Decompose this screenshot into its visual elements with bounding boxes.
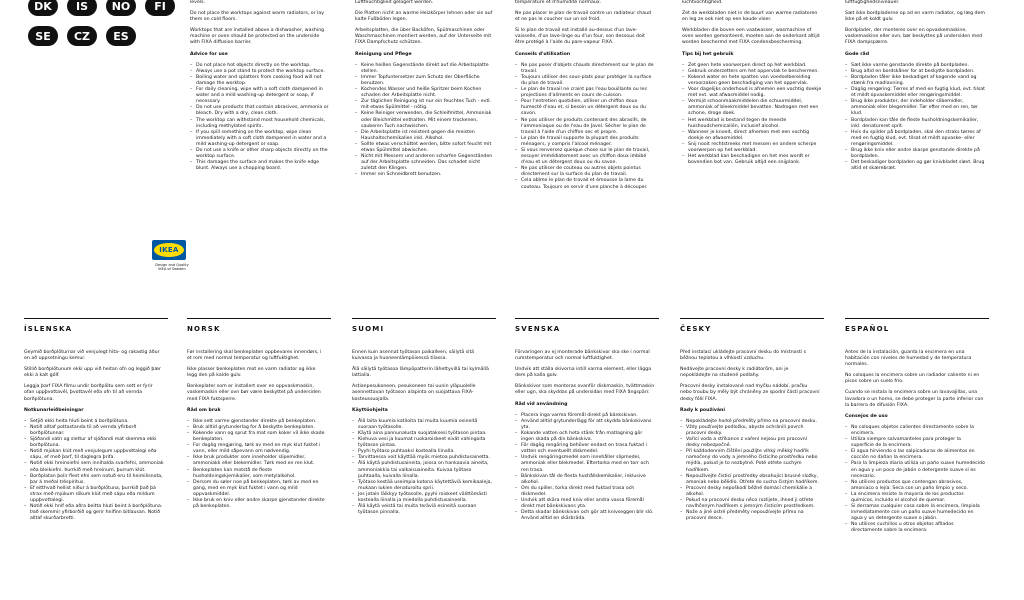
column-islenska [24, 350, 164, 527]
list-item: – Voor dagelijks onderhoud is afnemen een vochtig doekje met evt. wat afwasmiddel nodig. [688, 87, 822, 99]
list-item: – Sæt ikke varme genstande direkte på bordpladen. [851, 63, 985, 69]
paragraph: Benkeplater som er installert over en oppvaskmaskin, vaskemaskin eller ovn bør være beskyttet på undersiden med FIXA fuktsperre. [187, 384, 321, 402]
advice-list [680, 419, 820, 523]
list-item: – Nepokládejte horké předměty přímo na pracovní desku. [686, 419, 820, 425]
section-heading: Tips bij het gebruik [682, 51, 734, 57]
paragraph: Älä säilytä työtasoa lämpöpatterin lähettyvillä tai kylmällä lattialla. [352, 367, 489, 379]
section-title-svenska: SVENSKA [515, 325, 561, 333]
section-rule [845, 318, 989, 319]
paragraph: Si le plan de travail est installé au-dessus d'un lave-vaisselle, d'un lave-linge ou d'un four, son dessous doit être protégé à l'aide du pare-vapeur FIXA. [515, 28, 646, 46]
list-item: – Pour l'entretien quotidien, utiliser un chiffon doux humecté d'eau et, si besoin un détergent doux ou du savon. [521, 99, 655, 117]
list-item: – Do not place hot objects directly on the worktop. [196, 63, 330, 69]
list-item: – Sjóðandi vatn og slettur af sjóðandi mat skemma ekki borðplötuna. [30, 437, 164, 449]
paragraph: Sæt ikke bordpladerne op ad en varm radiator, og læg dem ikke på et koldt gulv. [845, 11, 985, 23]
list-item: – Kokende vann og sprut fra mat som koker vil ikke skade benkeplaten. [193, 431, 327, 443]
paragraph: Før installering skal benkeplaten oppbevares innendørs, i et rom med normal temperatur og luftfuktighet. [187, 350, 322, 362]
list-item: – Wanneer je knoeit, direct afnemen met een vochtig doekje en afwasmiddel. [688, 130, 822, 142]
language-badge-cz: CZ [67, 26, 97, 46]
column-svenska [515, 350, 655, 527]
list-item: – Brug altid en bordskåner for at beskytte bordpladen. [851, 69, 985, 75]
list-item: – Immer ein Schneidbrett benutzen. [361, 172, 495, 178]
section-rule [515, 318, 659, 319]
list-item: – Ikke bruk produkter som inneholder slipemidler, ammoniakk eller blekemidler. Tørk med en ren klut. [193, 455, 327, 467]
column-espanol [845, 350, 985, 540]
list-item: – Detta skadar bänkskivan och gör att knivseggen blir slö. Använd alltid en skärbräda. [521, 510, 655, 522]
list-item: – Zet geen hete voorwerpen direct op het werkblad. [688, 63, 822, 69]
section-heading: Advice for use [190, 51, 228, 57]
list-item: – Kokande vatten och heta stänk från matlagning gör ingen skada på din bänkskiva. [521, 431, 655, 443]
paragraph: Leggja þarf FIXA filmu undir borðplötu sem sett er fyrir ofan uppþvottavél, þvottavél eða ofn til að vernda borðplötuna. [24, 384, 153, 402]
list-item: – Borðplatan þolir flest efni sem notuð eru til heimilisnota, þar á meðal tréspíritus. [30, 474, 164, 486]
paragraph: Pracovní desky instalované nad myčku nádobí, pračku nebo troubu by měly být chráněny ze spodní části pracovní desky fólií FIXA. [680, 384, 820, 402]
list-item: – El agua hirviendo o las salpicaduras de alimentos en cocción no dañan la encimera. [851, 449, 985, 461]
paragraph: Astianpesukoneen, pesukoneen tai uunin yläpuolelle asennettavan työtason alapinta on suojattava FIXA-kosteussuojalla. [352, 384, 476, 402]
language-badge-fi: FI [145, 0, 175, 16]
advice-list [190, 63, 330, 173]
list-item: – Immer Topfuntersetzer zum Schutz der Oberfläche benutzen. [361, 75, 495, 87]
column-norsk [187, 350, 327, 515]
paragraph: Förvaringen av ej monterade bänkskivor ska ske i normal rumstemperatur och normal luftfuktighet. [515, 350, 650, 362]
advice-list [352, 419, 492, 517]
section-heading: Reinigung und Pflege [355, 51, 412, 57]
list-item: – The worktop can withstand most household chemicals, including methylated spirits. [196, 118, 330, 130]
paragraph: température et d'humidité normaux. [515, 0, 602, 5]
paragraph: Ne pas placer le plan de travail contre un radiateur chaud et ne pas le coucher sur un sol froid. [515, 11, 652, 23]
list-item: – No utilices cuchillos u otros objetos afilados directamente sobre la encimera. [851, 522, 985, 534]
language-badge-se: SE [28, 26, 58, 46]
list-item: – Brug ikke produkter, der indeholder slibemidler, ammoniak eller blegemidler. Tør efter med en ren, tør klud. [851, 99, 985, 117]
list-item: – Det beskadiger bordpladen og gør knivbladet sløvt. Brug altid et skærebræt. [851, 160, 985, 172]
section-heading: Notkunarleiðbeiningar [24, 407, 84, 413]
paragraph: Luftfeuchtigkeit gelagert werden. [355, 0, 434, 5]
advice-list [24, 419, 164, 523]
paragraph: Antes de la instalación, guarda la encimera en una habitación con niveles de humedad y de temperatura normales. [845, 350, 972, 368]
paragraph: Do not place the worktops against warm radiators, or lay them on cold floors. [190, 11, 324, 23]
advice-list [682, 63, 822, 167]
list-item: – Het werkblad kan beschadigen en het mes wordt er bovendien bot van. Gebruik altijd een snijplank. [688, 154, 822, 166]
column-deutsch [355, 0, 495, 183]
list-item: – Setjið ekki heita hluti beint á borðplötuna. [30, 419, 164, 425]
advice-list [515, 413, 655, 523]
list-item: – Käytä aina pannunalusta suojataksesi työtason pintaa. [358, 431, 492, 437]
paragraph: Stillið borðplötunum ekki upp við heitan ofn og leggið þær ekki á kalt gólf. [24, 367, 161, 379]
section-heading: Råd om bruk [187, 407, 221, 413]
list-item: – Vždy používejte podložku, abyste ochránili povrch pracovní desky. [686, 425, 820, 437]
column-nederlands [682, 0, 822, 171]
list-item: – Använd alltid grytunderlägg för att skydda bänkskivans yta. [521, 419, 655, 431]
section-rule [680, 318, 824, 319]
list-item: – Benkeplaten kan motstå de fleste husholdningskjemikalier, som metylalkohol. [193, 468, 327, 480]
list-item: – Älä laita kuumia katiloita tai muita kuumia esineitä suoraan työtasolle. [358, 419, 492, 431]
logo-caption: Design and Quality IKEA of Sweden [155, 263, 189, 272]
list-item: – No coloques objetos calientes directamente sobre la encimera. [851, 425, 985, 437]
section-title-suomi: SUOMI [352, 325, 385, 333]
list-item: – Pyyhi työtaso puhtaaksi kostealla liinalla. [358, 449, 492, 455]
section-title-cesky: ČESKY [680, 325, 712, 333]
list-item: – Kochendes Wasser und heiße Spritzer beim Kochen schaden der Arbeitsplatte nicht. [361, 87, 495, 99]
list-item: – Bordpladen kan tåle de fleste husholdningskemikalier, inkl. denatureret sprit. [851, 118, 985, 130]
paragraph: Před instalací ukládejte pracovní desku do místnosti s běžnou teplotou a vlhkostí vzduchu. [680, 350, 807, 362]
paragraph: Bordplader, der monteres over en opvaskemaskine, vaskemaskine eller ovn, bør beskyttes på undersiden med FIXA dampspærre. [845, 28, 983, 46]
advice-list [355, 63, 495, 179]
section-rule [187, 318, 331, 319]
list-item: – Notið alltaf pottastanda til að vernda yfirborð borðplötunnar. [30, 425, 164, 437]
list-item: – Notið ekki hreinsiefni sem innihalda svarfefni, ammoníak eða bleikiefni. Þurrkið með hreinum, þurrum klút. [30, 461, 164, 473]
section-rule [352, 318, 496, 319]
list-item: – Si derramas cualquier cosa sobre la encimera, límpiala inmediatamente con un paño suave humedecido en agua y un detergente suave o jabón. [851, 504, 985, 522]
paragraph: Ennen kuin asennat työtason paikalleen, säilytä sitä kuivassa ja huoneenlämpöisessä tilassa. [352, 350, 475, 362]
advice-list [845, 63, 985, 173]
section-heading: Gode råd [845, 51, 870, 57]
list-item: – Työtaso kestää useimpia kotona käytettäviä kemikaaleja, mukaan lukien denaturoitu sprii. [358, 480, 492, 492]
language-badge-no: NO [106, 0, 136, 16]
list-item: – Boiling water and splatters from cooking food will not damage the worktop. [196, 75, 330, 87]
list-item: – Pokud na pracovní desku něco rozlijete, ihned ji otřete navlhčeným hadříkem s jemným čisticím prostředkem. [686, 498, 820, 510]
list-item: – Bänkskivan tål de flesta hushållskemikalier, inklusive alkohol. [521, 474, 655, 486]
list-item: – Kiehuva vesi ja kuumat ruokaroiskeet eivät vahingoita työtason pintaa. [358, 437, 492, 449]
column-english [190, 0, 330, 177]
section-heading: Rady k používání [680, 407, 725, 413]
section-heading: Conseils d'utilisation [515, 51, 571, 57]
list-item: – Snij nooit rechtstreeks met messen en andere scherpe voorwerpen op het werkblad. [688, 142, 822, 154]
paragraph: levels. [190, 0, 206, 5]
list-item: – Při každodenním čištění použijte vlhký měkký hadřík namočený do vody a jemného čisticího prostředku nebo mýdla, pokud je to nezbytné. Poté otřete suchým hadříkem. [686, 449, 820, 473]
advice-list [845, 425, 985, 535]
list-item: – Para la limpieza diaria utiliza un paño suave humedecido en agua y un poco de jabón o detergente suave si es necesario. [851, 461, 985, 479]
list-item: – Always use a pot stand to protect the worktop surface. [196, 69, 330, 75]
language-badge-dk: DK [28, 0, 58, 16]
list-item: – For daily cleaning, wipe with a soft cloth dampened in water and a mild washing-up detergent or soap, if necessary. [196, 87, 330, 105]
list-item: – Cela abîme le plan de travail et émousse la lame du couteau. Toujours se servir d'une planche à découper. [521, 178, 655, 190]
paragraph: Ikke plasser benkeplaten mot en varm radiator og ikke legg den på kalde gulv. [187, 367, 316, 379]
advice-list [187, 419, 327, 510]
list-item: – Pracovní desky nepoškodí běžné domácí chemikálie a alkohol. [686, 486, 820, 498]
list-item: – Het werkblad is bestand tegen de meeste huishoudchemicaliën, inclusief alcohol. [688, 118, 822, 130]
list-item: – Bordpladen tåler ikke beskadiget af kogende vand og stænk fra madlavning. [851, 75, 985, 87]
list-item: – Keine heißen Gegenstände direkt auf die Arbeitsplatte stellen. [361, 63, 495, 75]
list-item: – Hvis du spilder på bordpladen, skal den straks tørres af med en fugtig klud, evt. tilsat et mildt opvaske- eller rengøringsmiddel. [851, 130, 985, 148]
list-item: – Keine Reiniger verwenden, die Schleifmittel, Ammoniak oder Bleichmittel enthalten. Mit einem trockenen, sauberen Tuch nachwischen. [361, 111, 495, 129]
list-item: – For daglig rengjøring, tørk av med en myk klut fuktet i vann, eller mild såpevann om nødvendig. [193, 443, 327, 455]
section-title-norsk: NORSK [187, 325, 221, 333]
paragraph: Werkbladen die boven een vaatwasser, wasmachine of oven worden gemonteerd, moeten aan de onderkant altijd worden beschermd met FIXA condensbescherming. [682, 28, 820, 46]
list-item: – Ne pas poser d'objets chauds directement sur le plan de travail. [521, 63, 655, 75]
list-item: – Ikke bruk en kniv eller andre skarpe gjenstander direkte på benkeplaten. [193, 498, 327, 510]
list-item: – Le plan de travail supporte la plupart des produits ménagers, y compris l'alcool ménager. [521, 136, 655, 148]
list-item: – Vermijd schoonmaakmiddelen die schuurmiddel, ammoniak of bleekmiddel bevatten. Nadrogen met een schone, droge doek. [688, 99, 822, 117]
list-item: – La encimera resiste la mayoría de los productos químicos, incluido el alcohol de quemar. [851, 492, 985, 504]
list-item: – Daglig rengøring: Tørres af med en fugtig klud, evt. tilsat et mildt opvaskemiddel eller rengøringsmiddel. [851, 87, 985, 99]
list-item: – Dersom du søler noe på benkeplaten, tørk av med en gang, med en myk klut fuktet i vann og mild oppvaskmiddel. [193, 480, 327, 498]
list-item: – Vařící voda a stříkance z vaření nejsou pro pracovní desky nebezpečné. [686, 437, 820, 449]
list-item: – Tarvittaessa voit käyttää myös mietoa puhdistusainetta. [358, 455, 492, 461]
column-dansk [845, 0, 985, 177]
paragraph: Geymið borðplöturnar við venjulegt hita- og rakastig áður en að uppsetningu kemur. [24, 350, 160, 362]
list-item: – Ne pas utiliser de couteau ou autres objets pointus directement sur la surface du plan de travail. [521, 166, 655, 178]
paragraph: Arbeitsplatten, die über Backöfen, Spülmaschinen oder Waschmaschinen montiert werden, auf der Unterseite mit FIXA Dampfschutz schützen. [355, 28, 492, 46]
list-item: – Do not use products that contain abrasives, ammonia or bleach. Dry with a dry, clean cloth. [196, 105, 330, 117]
paragraph: Nedávejte pracovní desky k radiátorům, ani je nepokládejte na studené podlahy. [680, 367, 789, 379]
section-title-islenska: ÍSLENSKA [24, 325, 73, 333]
list-item: – Kokend water en hete spatten van voedselbereiding veroorzaken geen beschadiging van het oppervlak. [688, 75, 822, 87]
paragraph: luchtvochtigheid. [682, 0, 723, 5]
list-item: – Sollte etwas verschüttet werden, bitte sofort feucht mit etwas Spülmittel abwischen. [361, 142, 495, 154]
language-badge-es: ES [106, 26, 136, 46]
section-title-espanol: ESPAÑOL [845, 325, 890, 333]
list-item: – Älä käytä puhdistusaineita, joissa on hankaavia aineita, ammoniakkia tai valkaisuaineita. Kuivaa työtaso puhtaalla, kuivalla liinalla. [358, 461, 492, 479]
list-item: – Jos jotain läikkyy työtasolle, pyyhi roiskeet välittömästi kostealla liinalla ja miedolla puhdistusaineella. [358, 492, 492, 504]
list-item: – Si vous renversez quelque chose sur le plan de travail, essuyer immédiatement avec un chiffon doux imbibé d'eau et un détergent doux ou du savon. [521, 148, 655, 166]
paragraph: Die Platten nicht an warme Heizkörper lehnen oder sie auf kalte Fußböden legen. [355, 11, 493, 23]
list-item: – Ef eitthvað hellist niður á borðplötuna, þurrkið það þá strax með mjúkum rökum klút með sápu eða mildum uppþvottalegi. [30, 486, 164, 504]
list-item: – Placera inga varma föremål direkt på bänkskivan. [521, 413, 655, 419]
column-cesky [680, 350, 820, 527]
list-item: – Undvik rengöringsmedel som innehåller slipmedel, ammoniak eller blekmedel. Eftertorka med en torr och ren trasa. [521, 455, 655, 473]
paragraph: Zet de werkbladen niet in de buurt van warme radiatoren en leg ze ook niet op een koude vloer. [682, 11, 818, 23]
section-rule [24, 318, 168, 319]
list-item: – Notið mjúkan klút með venjulegum uppþvottalegi eða sápu, ef með þarf, til daglegra þrifa. [30, 449, 164, 461]
list-item: – Notið ekki hníf eða aðra beitta hluti beint á borðplötuna. Það skemmir yfirborðið og gerir hnífinn bitlausan. Notið alltaf skurðarbretti. [30, 504, 164, 522]
list-item: – Zur täglichen Reinigung ist nur ein feuchtes Tuch - evtl. mit etwas Spülmittel - nötig. [361, 99, 495, 111]
paragraph: No coloques la encimera sobre un radiador caliente ni en pisos sobre un suelo frío. [845, 373, 980, 385]
section-heading: Käyttöohjeita [352, 407, 388, 413]
paragraph: Worktops that are installed above a dishwasher, washing machine or oven should be protected on the underside with FIXA diffusion barrier. [190, 28, 325, 46]
advice-list [515, 63, 655, 191]
list-item: – Bruk alltid grytunderlag for å beskytte benkeplaten. [193, 425, 327, 431]
list-item: – If you spill something on the worktop, wipe clean immediately with a soft cloth dampened in water and a mild washing-up detergent or soap. [196, 130, 330, 148]
list-item: – Undvik att skära med kniv eller andra vassa föremål direkt mot bänkskivans yta. [521, 498, 655, 510]
list-item: – För daglig rengöring behöver endast en trasa fuktad i vatten och eventuellt diskmedel. [521, 443, 655, 455]
paragraph: luftfugtighedsniveauer. [845, 0, 900, 5]
list-item: – Gebruik onderzetters om het oppervlak te beschermen. [688, 69, 822, 75]
list-item: – Toujours utiliser des sous-plats pour protéger la surface du plan de travail. [521, 75, 655, 87]
language-badge-is: IS [67, 0, 97, 16]
paragraph: Undvik att ställa skivorna intill varma element, eller lägga dem på kalla golv. [515, 367, 652, 379]
list-item: – This damages the surface and makes the knife edge blunt. Always use a chopping board. [196, 160, 330, 172]
section-heading: Consejos de uso [845, 413, 888, 419]
paragraph: Bänkskivor som monteras ovanför diskmaskin, tvättmaskin eller ugn, ska skyddas på undersidan med FIXA ångspärr. [515, 384, 655, 396]
list-item: – Brug ikke kniv eller andre skarpe genstande direkte på bordpladen. [851, 148, 985, 160]
paragraph: Cuando se instala la encimera sobre un lavavajillas, una lavadora o un horno, se debe proteger la parte inferior con la barrera de difusión FIXA. [845, 390, 984, 408]
column-suomi [352, 350, 492, 521]
list-item: – No utilices productos que contengan abrasivos, amoniaco o lejía. Seca con un paño limpio y seco. [851, 480, 985, 492]
list-item: – Die Arbeitsplatte ist resistent gegen die meisten Haushaltschemikalien inkl. Alkohol. [361, 130, 495, 142]
ikea-logo [152, 240, 186, 260]
section-heading: Råd vid användning [515, 401, 568, 407]
list-item: – Nože a jiné ostré předměty nepoužívejte přímo na pracovní desce. [686, 510, 820, 522]
list-item: – Ne pas utiliser de produits contenant des abrasifs, de l'ammoniaque ou de l'eau de Javel. Sécher le plan de travail à l'aide d'un chiffon sec et propre. [521, 118, 655, 136]
list-item: – Älä käytä veistä tai muita teräviä esineitä suoraan työtason pinnalla. [358, 504, 492, 516]
list-item: – Utiliza siempre salvamanteles para proteger la superficie de la encimera. [851, 437, 985, 449]
list-item: – Do not use a knife or other sharp objects directly on the worktop surface. [196, 148, 330, 160]
list-item: – Le plan de travail ne craint pas l'eau bouillante ou les projections d'aliments en cours de cuisson. [521, 87, 655, 99]
list-item: – Nicht mit Messern und anderen scharfen Gegenständen auf der Arbeitsplatte schneiden. Das schadet nicht zuletzt den Klingen. [361, 154, 495, 172]
column-francais [515, 0, 655, 196]
list-item: – Om du spiller, torka direkt med fuktad trasa och diskmedel. [521, 486, 655, 498]
ikea-logo-wordmark: IKEA [154, 243, 184, 257]
list-item: – Nepoužívejte čisticí prostředky obsahující brusné složky, amoniak nebo bělidlo. Otřete do sucha čistým hadříkem. [686, 474, 820, 486]
list-item: – Ikke sett varme gjenstander direkte på benkeplaten. [193, 419, 327, 425]
